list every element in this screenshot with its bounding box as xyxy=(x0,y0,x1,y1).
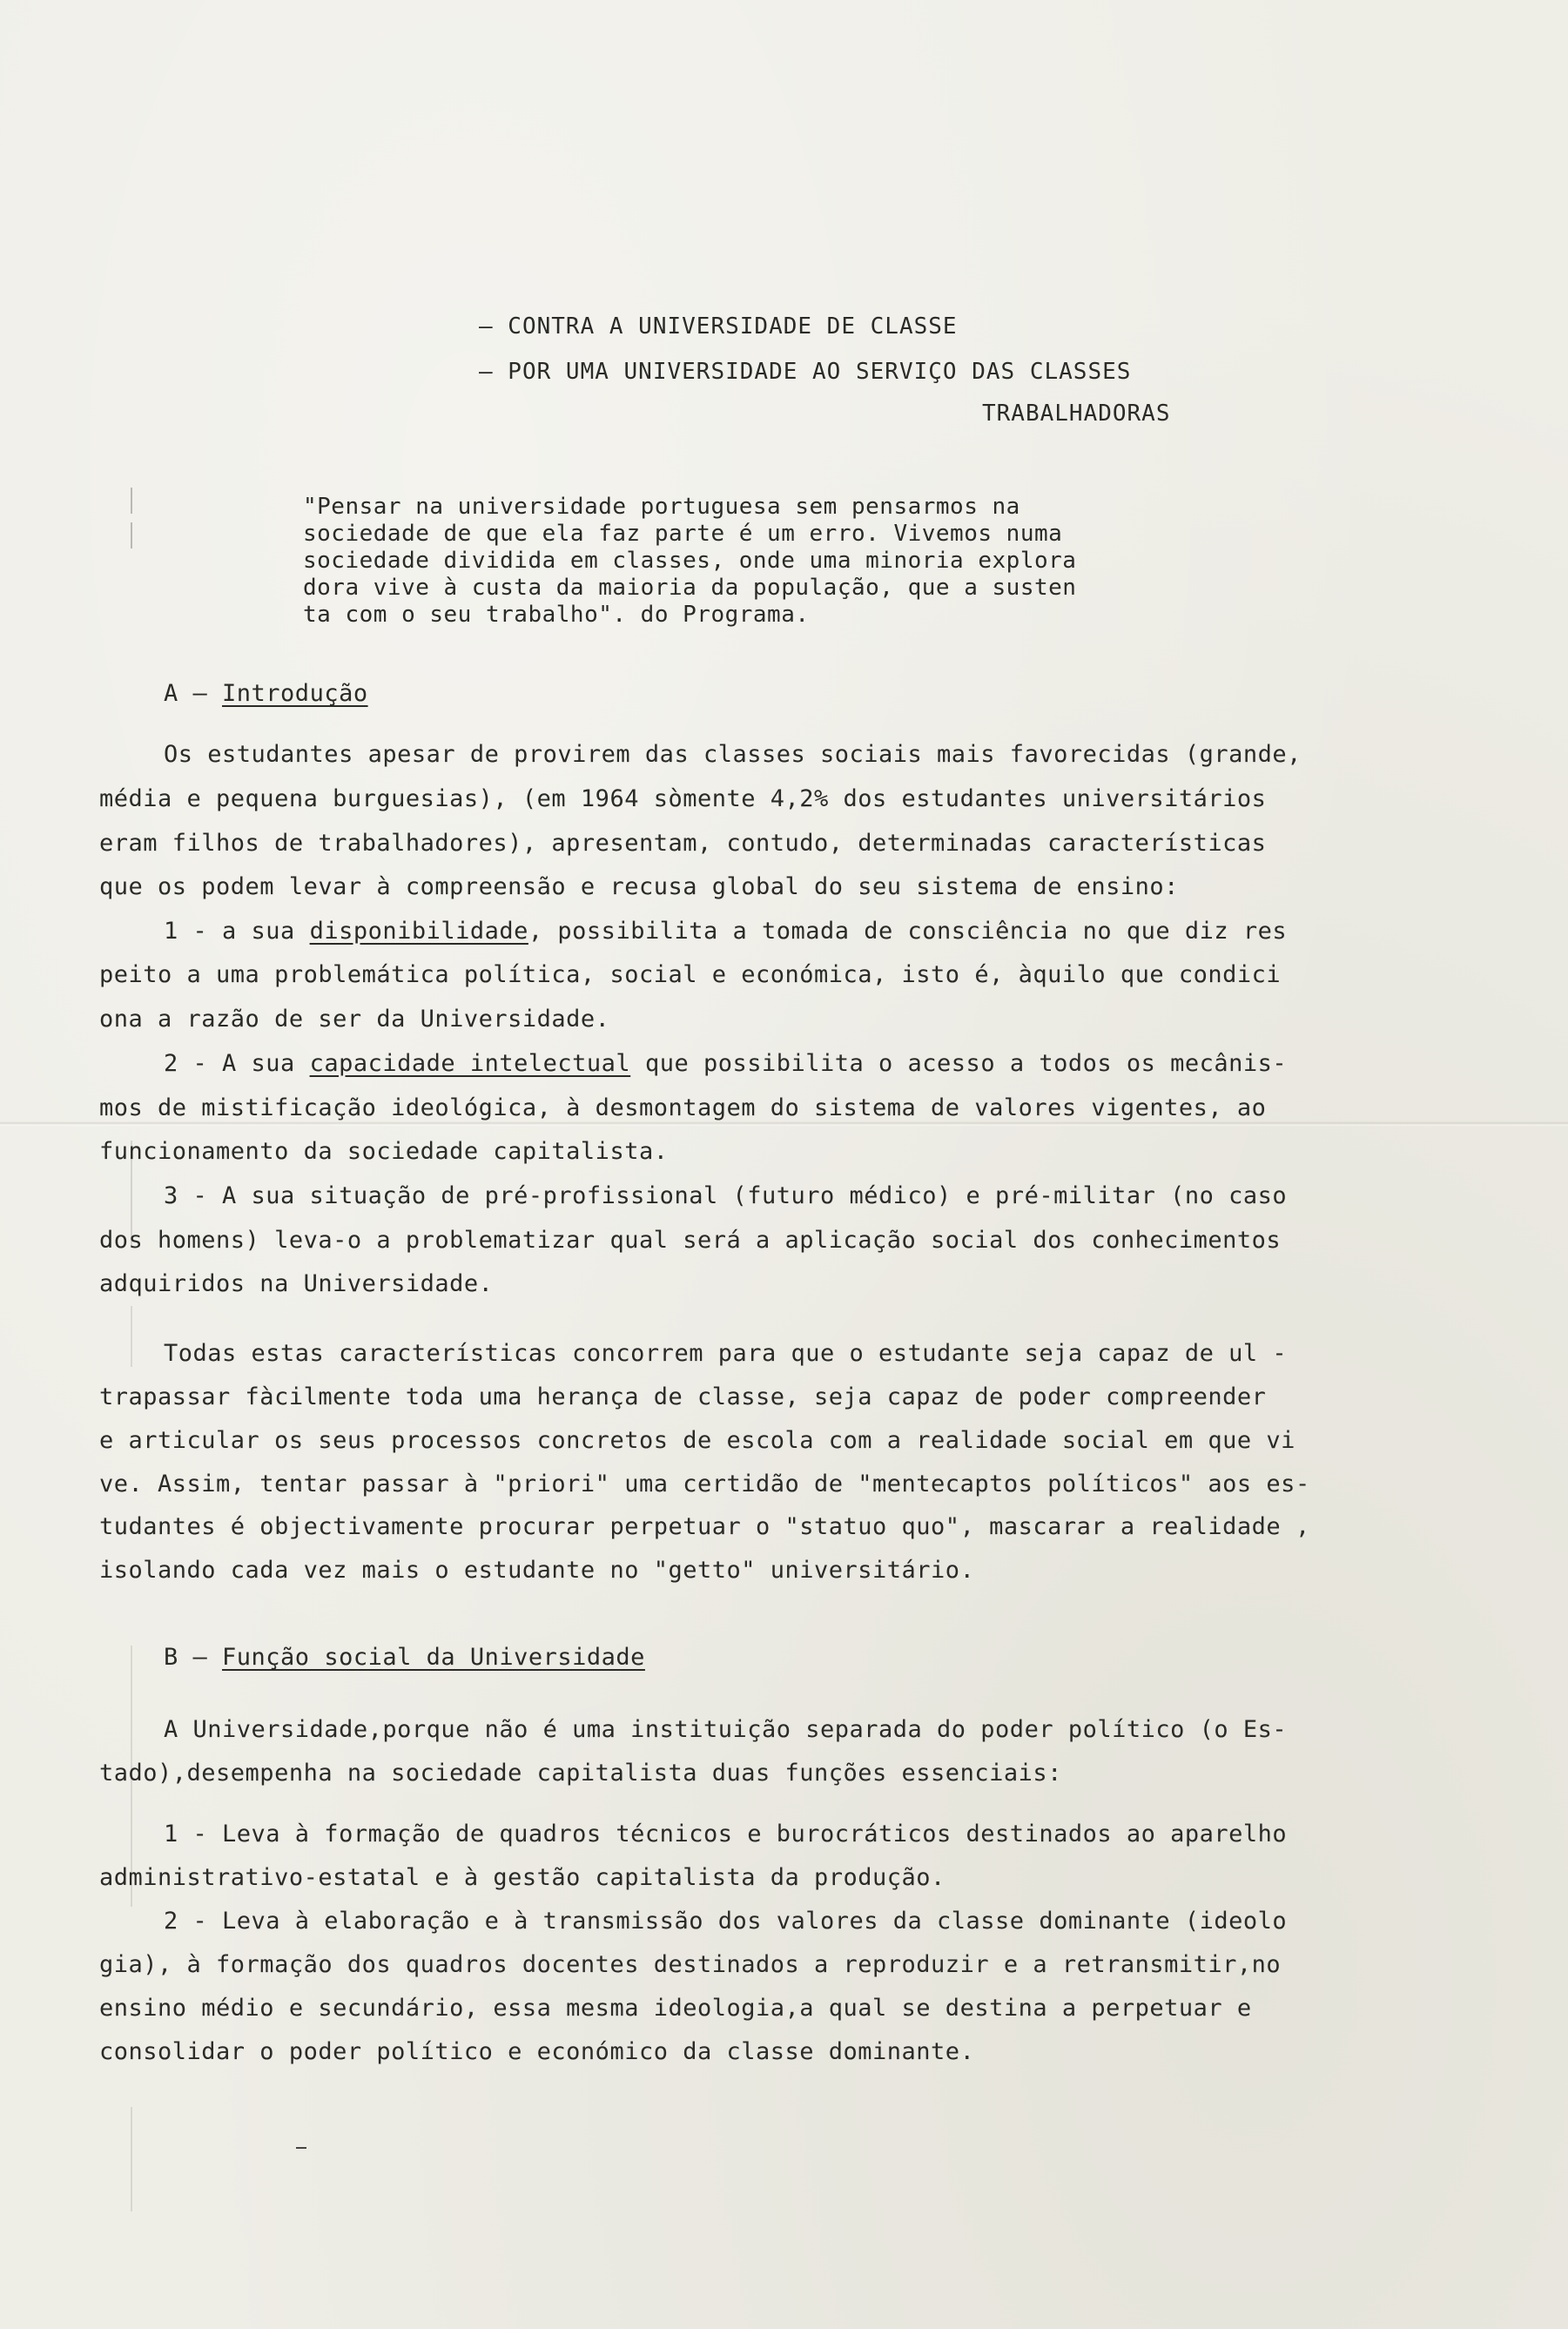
quote-line: sociedade de que ela faz parte é um erro. Vivemos numa xyxy=(303,521,1063,547)
margin-mark xyxy=(131,2107,132,2211)
list-item-rest: que possibilita o acesso a todos os mecânis- xyxy=(630,1050,1288,1077)
paragraph-line: funcionamento da sociedade capitalista. xyxy=(99,1138,669,1165)
list-item-lead: 2 - A sua xyxy=(164,1050,310,1077)
paragraph-line: A Universidade,porque não é uma instituição separada do poder político (o Es- xyxy=(164,1716,1288,1743)
margin-mark xyxy=(131,488,132,514)
quote-line: ta com o seu trabalho". do Programa. xyxy=(303,602,810,628)
section-b-title: Função social da Universidade xyxy=(222,1644,645,1671)
paragraph-line: ensino médio e secundário, essa mesma ideologia,a qual se destina a perpetuar e xyxy=(99,1995,1252,2022)
paragraph-line: trapassar fàcilmente toda uma herança de classe, seja capaz de poder compreender xyxy=(99,1383,1267,1410)
paragraph-line: peito a uma problemática política, social e económica, isto é, àquilo que condici xyxy=(99,961,1282,988)
quote-line: dora vive à custa da maioria da população, que a susten xyxy=(303,575,1077,601)
section-b-heading xyxy=(164,1643,645,1673)
margin-mark xyxy=(131,1306,132,1367)
paragraph-line: média e pequena burguesias), (em 1964 sòmente 4,2% dos estudantes universitários xyxy=(99,785,1267,812)
paragraph-line: mos de mistificação ideológica, à desmontagem do sistema de valores vigentes, ao xyxy=(99,1094,1267,1121)
section-a-title: Introdução xyxy=(222,680,368,707)
section-b-prefix: B — xyxy=(164,1644,223,1671)
paragraph-line: Todas estas características concorrem para que o estudante seja capaz de ul - xyxy=(164,1340,1288,1367)
paragraph-line: tudantes é objectivamente procurar perpetuar o "statuo quo", mascarar a realidade , xyxy=(99,1513,1310,1540)
stray-mark xyxy=(296,2147,306,2149)
list-item-rest: , possibilita a tomada de consciência no que diz res xyxy=(528,918,1288,945)
list-item-1-first-line xyxy=(164,917,1287,946)
paragraph-line: gia), à formação dos quadros docentes destinados a reproduzir e a retransmitir,no xyxy=(99,1951,1282,1978)
margin-mark xyxy=(131,522,132,549)
list-item-key: capacidade intelectual xyxy=(309,1050,631,1077)
section-a-prefix: A — xyxy=(164,680,223,707)
list-item-2-first-line xyxy=(164,1049,1287,1079)
paragraph-line: eram filhos de trabalhadores), apresentam, contudo, determinadas características xyxy=(99,830,1267,857)
paragraph-line: que os podem levar à compreensão e recusa global do seu sistema de ensino: xyxy=(99,873,1179,900)
list-item-key: disponibilidade xyxy=(309,918,528,945)
title-line-2: — POR UMA UNIVERSIDADE AO SERVIÇO DAS CLASSES xyxy=(479,359,1132,385)
paragraph-line: Os estudantes apesar de provirem das classes sociais mais favorecidas (grande, xyxy=(164,741,1302,768)
quote-line: sociedade dividida em classes, onde uma minoria explora xyxy=(303,548,1077,574)
paragraph-line: e articular os seus processos concretos de escola com a realidade social em que vi xyxy=(99,1427,1295,1454)
paragraph-line: 1 - Leva à formação de quadros técnicos e burocráticos destinados ao aparelho xyxy=(164,1821,1288,1848)
paragraph-line: dos homens) leva-o a problematizar qual será a aplicação social dos conhecimentos xyxy=(99,1227,1282,1254)
section-a-heading xyxy=(164,679,368,709)
paragraph-line: 2 - Leva à elaboração e à transmissão dos valores da classe dominante (ideolo xyxy=(164,1908,1288,1935)
paragraph-line: 3 - A sua situação de pré-profissional (futuro médico) e pré-militar (no caso xyxy=(164,1182,1288,1209)
title-line-3: TRABALHADORAS xyxy=(982,401,1171,427)
paragraph-line: consolidar o poder político e económico da classe dominante. xyxy=(99,2038,975,2065)
paragraph-line: ona a razão de ser da Universidade. xyxy=(99,1006,610,1033)
title-line-1: — CONTRA A UNIVERSIDADE DE CLASSE xyxy=(479,313,958,340)
paragraph-line: adquiridos na Universidade. xyxy=(99,1270,494,1297)
quote-line: "Pensar na universidade portuguesa sem pensarmos na xyxy=(303,494,1020,520)
paragraph-line: tado),desempenha na sociedade capitalista duas funções essenciais: xyxy=(99,1760,1062,1787)
paragraph-line: ve. Assim, tentar passar à "priori" uma certidão de "mentecaptos políticos" aos es- xyxy=(99,1471,1310,1498)
paragraph-line: isolando cada vez mais o estudante no "getto" universitário. xyxy=(99,1557,975,1584)
list-item-lead: 1 - a sua xyxy=(164,918,310,945)
paragraph-line: administrativo-estatal e à gestão capitalista da produção. xyxy=(99,1864,946,1891)
